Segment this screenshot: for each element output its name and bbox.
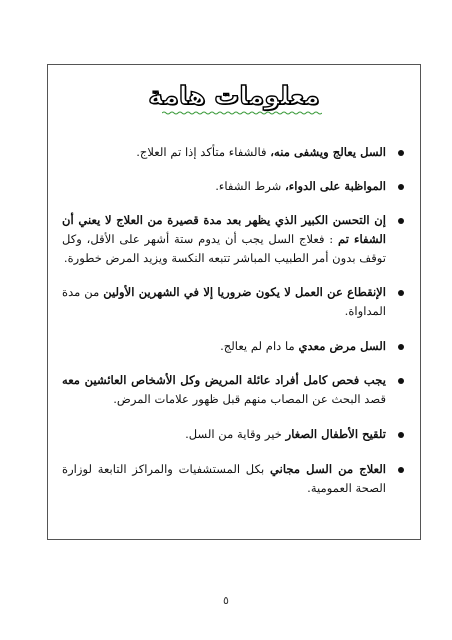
item-heading: السل يعالج ويشفى منه،	[270, 145, 386, 159]
list-item	[62, 425, 406, 444]
bullet-icon	[398, 184, 404, 190]
item-heading: العلاج من السل مجاني	[269, 462, 387, 476]
item-heading: تلقيح الأطفال الصغار	[285, 427, 386, 441]
bullet-icon	[398, 467, 404, 473]
item-text: ما دام لم يعالج.	[220, 339, 299, 353]
item-text: من مدة المداواة.	[62, 285, 386, 318]
item-heading: السل مرض معدي	[298, 339, 386, 353]
item-heading: إن التحسن الكبير الذي يظهر بعد مدة قصيرة من العلاج لا يعني أن الشفاء تم	[62, 213, 386, 246]
item-text: : فعلاج السل يجب أن يدوم ستة أشهر على الأقل، وكل توقف بدون أمر الطبيب المباشر تتبعه النكسة ويزيد المرض خطورة.	[62, 232, 386, 265]
item-text: شرط الشفاء.	[215, 179, 286, 193]
info-list	[62, 143, 406, 498]
list-item	[62, 143, 406, 162]
item-heading: المواظبة على الدواء،	[285, 179, 386, 193]
item-text: بكل المستشفيات والمراكز التابعة لوزارة الصحة العمومية.	[62, 462, 386, 495]
content-frame	[47, 64, 421, 540]
item-text: قصد البحث عن المصاب منهم قبل ظهور علامات المرض.	[113, 392, 386, 406]
spellcheck-underline	[162, 111, 322, 115]
bullet-icon	[398, 344, 404, 350]
page-title-text: معلومات هامة	[148, 81, 320, 110]
list-item	[62, 460, 406, 498]
page-title	[146, 81, 322, 110]
list-item	[62, 283, 406, 321]
list-item	[62, 371, 406, 409]
page-number: ٥	[223, 594, 229, 607]
list-item	[62, 211, 406, 268]
list-item	[62, 337, 406, 356]
item-heading: الإنقطاع عن العمل لا يكون ضروريا إلا في الشهرين الأولين	[103, 285, 387, 299]
bullet-icon	[398, 218, 404, 224]
heading-area	[48, 81, 420, 110]
item-text: خير وقاية من السل.	[185, 427, 286, 441]
list-item	[62, 177, 406, 196]
bullet-icon	[398, 432, 404, 438]
item-text: فالشفاء متأكد إذا تم العلاج.	[136, 145, 271, 159]
bullet-icon	[398, 150, 404, 156]
item-heading: يجب فحص كامل أفراد عائلة المريض وكل الأشخاص العائشين معه	[62, 373, 386, 387]
bullet-icon	[398, 290, 404, 296]
bullet-icon	[398, 378, 404, 384]
